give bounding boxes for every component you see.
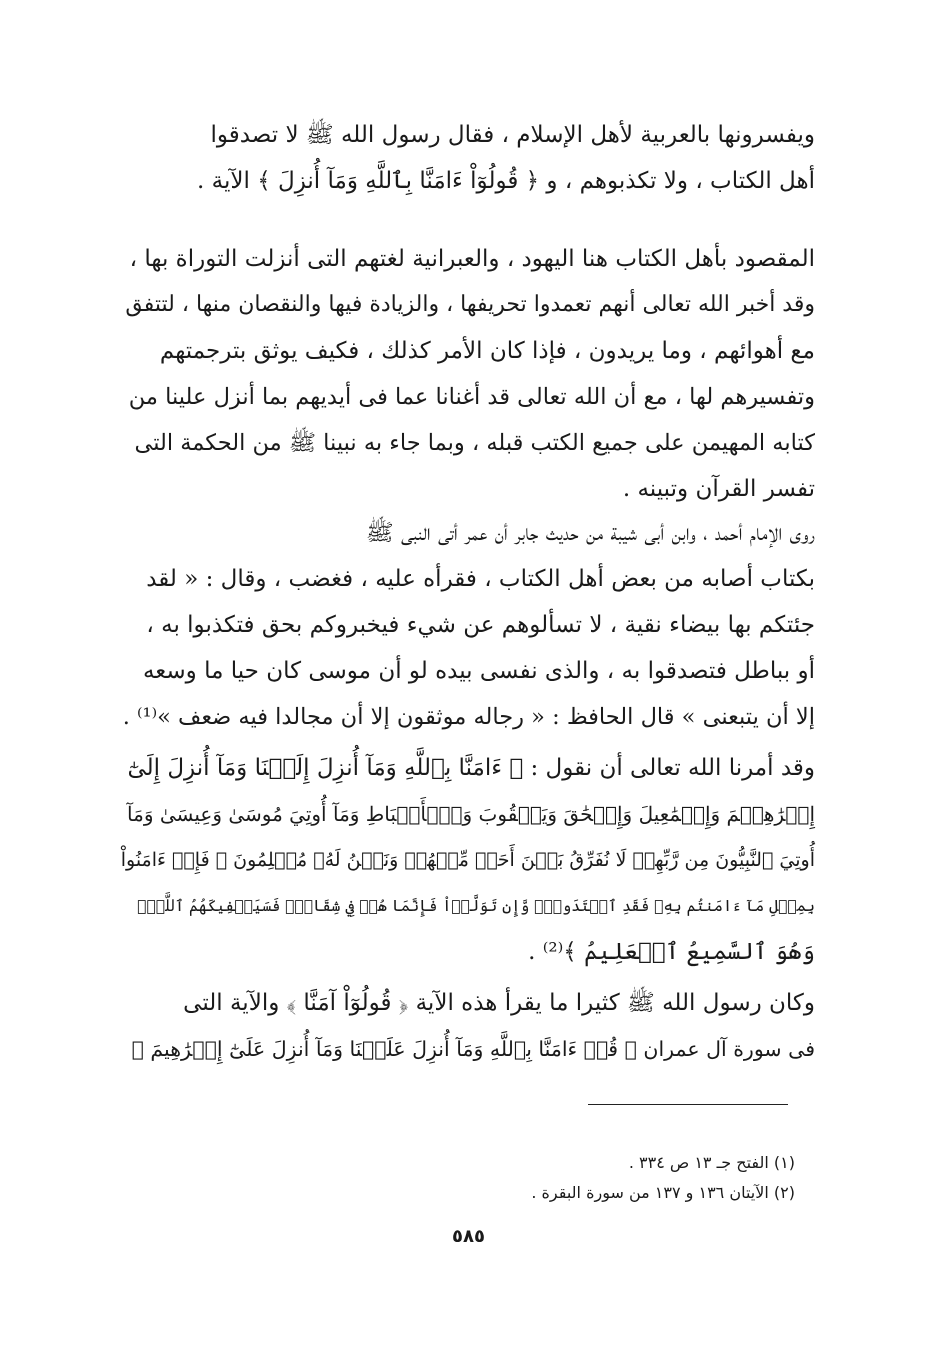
page-number: ٥٨٥	[452, 1226, 485, 1247]
footnote-2: (٢) الآيتان ١٣٦ و ١٣٧ من سورة البقرة .	[531, 1183, 795, 1202]
text-line: وَهُوَ ٱلسَّمِيعُ ٱلۡعَلِيمُ ﴾⁽²⁾ .	[528, 939, 815, 965]
paragraph-5	[120, 980, 815, 1072]
text-line: ويفسرونها بالعربية لأهل الإسلام ، فقال رسول الله ﷺ لا تصدقوا	[210, 122, 815, 148]
paragraph-2	[120, 236, 815, 512]
text-line: أُوتِيَ ٱلنَّبِيُّونَ مِن رَّبِّهِمۡ لَا نُفَرِّقُ بَيۡنَ أَحَدٖ مِّنۡهُمۡ وَنَحۡنُ لَهُۥ مُسۡلِمُونَ ۞ فَإِنۡ ءَامَنُواْ	[120, 849, 815, 871]
footnote-1: (١) الفتح جـ ١٣ ص ٣٣٤ .	[628, 1153, 795, 1172]
text-line: إلا أن يتبعنى » قال الحافظ : « رجاله موثقون إلا أن مجالدا فيه ضعف »⁽¹⁾ .	[122, 704, 815, 730]
text-line: أهل الكتاب ، ولا تكذبوهم ، و ﴿ قُولُوٓاْ ءَامَنَّا بِٱللَّهِ وَمَآ أُنزِلَ ﴾ الآية .	[197, 168, 815, 194]
text-line: تفسر القرآن وتبينه .	[622, 476, 815, 502]
text-line: وتفسيرهم لها ، مع أن الله تعالى قد أغنانا عما فى أيديهم بما أنزل علينا من	[128, 384, 815, 410]
text-line: روى الإمام أحمد ، وابن أبى شيبة من حديث جابر أن عمر أتى النبى ﷺ	[365, 520, 815, 546]
text-line: إِبۡرَٰهِـۧمَ وَإِسۡمَٰعِيلَ وَإِسۡحَٰقَ وَيَعۡقُوبَ وَٱلۡأَسۡبَاطِ وَمَآ أُوتِيَ مُوسَىٰ وَعِيسَىٰ وَمَآ	[127, 802, 815, 826]
text-line: بكتاب أصابه من بعض أهل الكتاب ، فقرأه عليه ، فغضب ، وقال : « لقد	[146, 566, 815, 592]
text-line: وقد أخبر الله تعالى أنهم تعمدوا تحريفها ، والزيادة فيها والنقصان منها ، لتتفق	[125, 292, 815, 317]
text-line: بِمِثۡلِ مَآ ءَامَنتُم بِهِۦ فَقَدِ ٱهۡتَدَواْۖ وَّإِن تَوَلَّوۡاْ فَإِنَّمَا هُمۡ فِي شِقَاقٖۖ فَسَيَكۡفِيكَهُمُ ٱللَّهُۚ	[137, 897, 815, 915]
paragraph-3	[120, 510, 815, 740]
text-line: وكان رسول الله ﷺ كثيرا ما يقرأ هذه الآية ﴿ قُولُوٓاْ آمَنَّا ﴾ والآية التى	[183, 990, 815, 1016]
text-line: مع أهوائهم ، وما يريدون ، فإذا كان الأمر كذلك ، فكيف يوثق بترجمتهم	[159, 338, 815, 364]
text-line: فى سورة آل عمران ﴿ قُلۡ ءَامَنَّا بِٱللَّهِ وَمَآ أُنزِلَ عَلَيۡنَا وَمَآ أُنزِلَ عَلَىٰٓ إِبۡرَٰهِيمَ ﴾	[131, 1037, 815, 1061]
footnote-divider	[588, 1104, 788, 1105]
paragraph-1	[120, 112, 815, 204]
footnotes	[300, 1148, 795, 1208]
text-line: أو بباطل فتصدقوا به ، والذى نفسى بيده لو أن موسى كان حيا ما وسعه	[142, 658, 815, 684]
text-line: كتابه المهيمن على جميع الكتب قبله ، وبما جاء به نبينا ﷺ من الحكمة التى	[134, 430, 815, 456]
text-line: المقصود بأهل الكتاب هنا اليهود ، والعبرانية لغتهم التى أنزلت التوراة بها ،	[129, 246, 815, 272]
text-line: جئتكم بها بيضاء نقية ، لا تسألوهم عن شيء فيخبروكم بحق فتكذبوا به ،	[146, 612, 815, 638]
paragraph-4-quran-quote	[120, 745, 815, 975]
text-line: وقد أمرنا الله تعالى أن نقول : ﴿ ءَامَنَّا بِٱللَّهِ وَمَآ أُنزِلَ إِلَيۡنَا وَمَآ أُنزِلَ إِلَىٰٓ	[127, 755, 815, 781]
